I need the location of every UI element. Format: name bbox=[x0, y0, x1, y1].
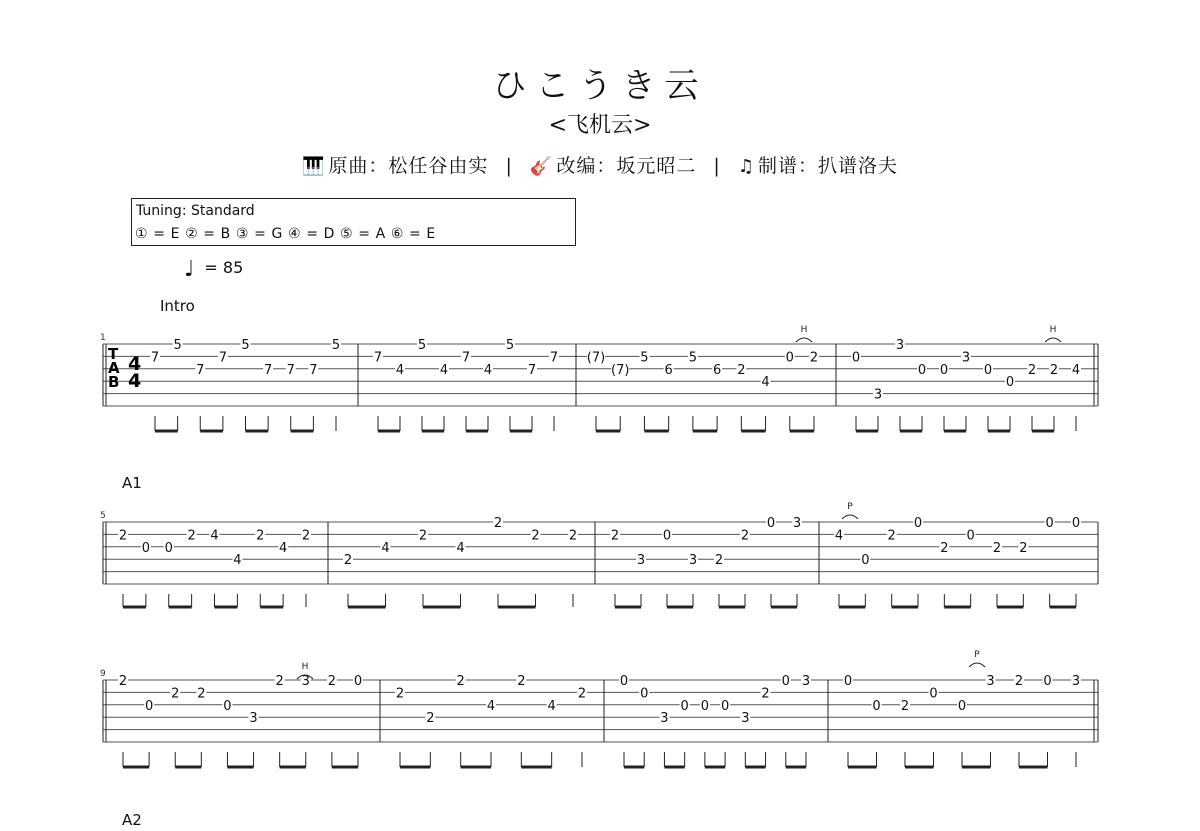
hammer-on-mark: H bbox=[301, 662, 309, 672]
fret-number: 2 bbox=[395, 686, 405, 702]
fret-number: 6 bbox=[712, 362, 722, 378]
transcriber-value: 扒谱洛夫 bbox=[818, 155, 899, 177]
slur-arc bbox=[796, 338, 812, 342]
slur-arc bbox=[842, 515, 858, 519]
colon: ： bbox=[368, 155, 389, 177]
fret-number: 0 bbox=[640, 686, 649, 702]
tab-clef-letter: T bbox=[108, 345, 119, 363]
fret-number: 0 bbox=[957, 698, 967, 714]
time-signature-top: 4 bbox=[128, 353, 142, 375]
fret-number: 2 bbox=[275, 674, 284, 689]
fret-number: 4 bbox=[210, 528, 219, 544]
fret-number: 7 bbox=[527, 362, 537, 378]
fret-number: 0 bbox=[966, 528, 975, 544]
fret-number: 0 bbox=[1045, 516, 1054, 531]
tab-clef-letter: B bbox=[108, 373, 120, 391]
fret-number: 5 bbox=[688, 350, 698, 366]
fret-number: 2 bbox=[887, 528, 896, 544]
song-subtitle: <飞机云> bbox=[548, 113, 652, 138]
tempo-value: = 85 bbox=[204, 258, 244, 277]
fret-number: 3 bbox=[801, 674, 811, 689]
fret-number: 0 bbox=[843, 674, 853, 689]
fret-number: 2 bbox=[1014, 674, 1024, 689]
fret-number: 0 bbox=[781, 674, 790, 689]
transcriber-label: 制谱 bbox=[758, 155, 799, 177]
fret-number: 0 bbox=[164, 540, 173, 556]
fret-number: 7 bbox=[196, 362, 205, 378]
fret-number: 4 bbox=[547, 698, 556, 714]
tuning-strings: ① = E ② = B ③ = G ④ = D ⑤ = A ⑥ = E bbox=[135, 226, 436, 242]
measure-number: 9 bbox=[100, 669, 106, 679]
fret-number: 3 bbox=[660, 711, 669, 727]
fret-number: 2 bbox=[714, 553, 724, 569]
fret-number: 2 bbox=[992, 540, 1002, 556]
fret-number: 4 bbox=[381, 540, 390, 556]
slur-arc bbox=[1045, 338, 1061, 342]
fret-number: 7 bbox=[150, 350, 160, 366]
fret-number: 2 bbox=[1019, 540, 1028, 556]
fret-number: 0 bbox=[851, 350, 861, 366]
fret-number: 2 bbox=[568, 528, 578, 544]
fret-number: 4 bbox=[483, 362, 493, 378]
fret-number: 2 bbox=[809, 350, 819, 366]
fret-number: 5 bbox=[505, 338, 515, 353]
fret-number: 2 bbox=[418, 528, 428, 544]
fret-number: 3 bbox=[792, 516, 802, 531]
fret-number: 7 bbox=[286, 362, 295, 378]
fret-number: 7 bbox=[549, 350, 559, 366]
arranger-label: 改编 bbox=[556, 155, 597, 177]
fret-number: 2 bbox=[740, 528, 750, 544]
fret-number: 4 bbox=[486, 698, 496, 714]
original-label: 原曲 bbox=[328, 155, 369, 177]
fret-number: 0 bbox=[353, 674, 363, 689]
fret-number: 0 bbox=[861, 553, 870, 569]
fret-number: 4 bbox=[456, 540, 465, 556]
separator: | bbox=[505, 155, 513, 177]
fret-number: 3 bbox=[873, 387, 883, 403]
separator: | bbox=[713, 155, 721, 177]
fret-number: 2 bbox=[187, 528, 196, 544]
fret-number: 0 bbox=[1005, 375, 1015, 391]
fret-number: 2 bbox=[531, 528, 540, 544]
fret-number: 3 bbox=[961, 350, 971, 366]
fret-number: 2 bbox=[171, 686, 180, 702]
fret-number: 0 bbox=[223, 698, 232, 714]
tuning-label: Tuning: Standard bbox=[136, 203, 255, 219]
hammer-on-mark: H bbox=[1049, 325, 1057, 335]
fret-number: (7) bbox=[611, 362, 630, 378]
fret-number: (7) bbox=[586, 350, 606, 366]
quarter-note-icon: ♩ bbox=[184, 257, 195, 282]
fret-number: 2 bbox=[493, 516, 503, 531]
fret-number: 5 bbox=[331, 338, 341, 353]
fret-number: 0 bbox=[983, 362, 993, 378]
fret-number: 0 bbox=[872, 698, 881, 714]
colon: ： bbox=[596, 155, 617, 177]
fret-number: 3 bbox=[301, 674, 310, 689]
fret-number: 3 bbox=[895, 338, 905, 353]
fret-number: 0 bbox=[700, 698, 710, 714]
fret-number: 2 bbox=[610, 528, 620, 544]
original-value: 松任谷由实 bbox=[388, 155, 489, 177]
fret-number: 0 bbox=[680, 698, 689, 714]
fret-number: 2 bbox=[301, 528, 311, 544]
fret-number: 0 bbox=[1043, 674, 1052, 689]
fret-number: 7 bbox=[263, 362, 273, 378]
slur-arc bbox=[969, 663, 985, 667]
fret-number: 2 bbox=[577, 686, 587, 702]
fret-number: 7 bbox=[373, 350, 383, 366]
fret-number: 7 bbox=[309, 362, 318, 378]
fret-number: 2 bbox=[426, 711, 435, 727]
fret-number: 4 bbox=[395, 362, 405, 378]
fret-number: 4 bbox=[439, 362, 449, 378]
section-label-a1: A1 bbox=[122, 474, 142, 492]
fret-number: 2 bbox=[456, 674, 465, 689]
fret-number: 5 bbox=[241, 338, 250, 353]
fret-number: 0 bbox=[1071, 516, 1081, 531]
arranger-value: 坂元昭二 bbox=[616, 155, 697, 177]
fret-number: 2 bbox=[761, 686, 770, 702]
piano-icon: 🎹 bbox=[301, 156, 326, 177]
fret-number: 2 bbox=[197, 686, 206, 702]
fret-number: 2 bbox=[343, 553, 353, 569]
fret-number: 4 bbox=[233, 553, 242, 569]
fret-number: 0 bbox=[917, 362, 927, 378]
fret-number: 5 bbox=[173, 338, 182, 353]
colon: ： bbox=[798, 155, 819, 177]
fret-number: 2 bbox=[1027, 362, 1037, 378]
fret-number: 0 bbox=[619, 674, 629, 689]
fret-number: 0 bbox=[939, 362, 949, 378]
time-signature-bottom: 4 bbox=[128, 370, 142, 392]
fret-number: 2 bbox=[118, 528, 128, 544]
pull-off-mark: P bbox=[847, 502, 853, 512]
fret-number: 4 bbox=[761, 375, 770, 391]
section-label-a2: A2 bbox=[122, 811, 142, 829]
fret-number: 5 bbox=[640, 350, 649, 366]
fret-number: 0 bbox=[662, 528, 672, 544]
fret-number: 2 bbox=[327, 674, 337, 689]
pull-off-mark: P bbox=[974, 650, 980, 660]
fret-number: 2 bbox=[256, 528, 265, 544]
fret-number: 2 bbox=[900, 698, 910, 714]
tab-clef-letter: A bbox=[108, 359, 120, 377]
fret-number: 0 bbox=[144, 698, 154, 714]
fret-number: 0 bbox=[785, 350, 794, 366]
fret-number: 6 bbox=[664, 362, 673, 378]
fret-number: 7 bbox=[461, 350, 471, 366]
fret-number: 3 bbox=[636, 553, 646, 569]
measure-number: 5 bbox=[100, 511, 106, 521]
fret-number: 0 bbox=[766, 516, 776, 531]
hammer-on-mark: H bbox=[800, 325, 808, 335]
fret-number: 2 bbox=[517, 674, 526, 689]
music-note-icon: ♫ bbox=[737, 156, 756, 177]
song-title: ひこうき云 bbox=[492, 66, 708, 106]
fret-number: 5 bbox=[417, 338, 427, 353]
fret-number: 4 bbox=[278, 540, 288, 556]
guitar-icon: 🎸 bbox=[529, 156, 554, 177]
fret-number: 0 bbox=[929, 686, 938, 702]
fret-number: 7 bbox=[218, 350, 228, 366]
fret-number: 4 bbox=[1071, 362, 1081, 378]
fret-number: 2 bbox=[737, 362, 746, 378]
fret-number: 0 bbox=[141, 540, 151, 556]
fret-number: 2 bbox=[118, 674, 128, 689]
fret-number: 2 bbox=[940, 540, 949, 556]
fret-number: 0 bbox=[720, 698, 730, 714]
fret-number: 2 bbox=[1049, 362, 1059, 378]
fret-number: 3 bbox=[688, 553, 698, 569]
fret-number: 3 bbox=[986, 674, 995, 689]
fret-number: 4 bbox=[834, 528, 844, 544]
fret-number: 3 bbox=[1071, 674, 1081, 689]
fret-number: 3 bbox=[741, 711, 750, 727]
fret-number: 3 bbox=[249, 711, 258, 727]
fret-number: 0 bbox=[913, 516, 923, 531]
section-label-intro: Intro bbox=[160, 297, 195, 315]
measure-number: 1 bbox=[100, 333, 106, 343]
